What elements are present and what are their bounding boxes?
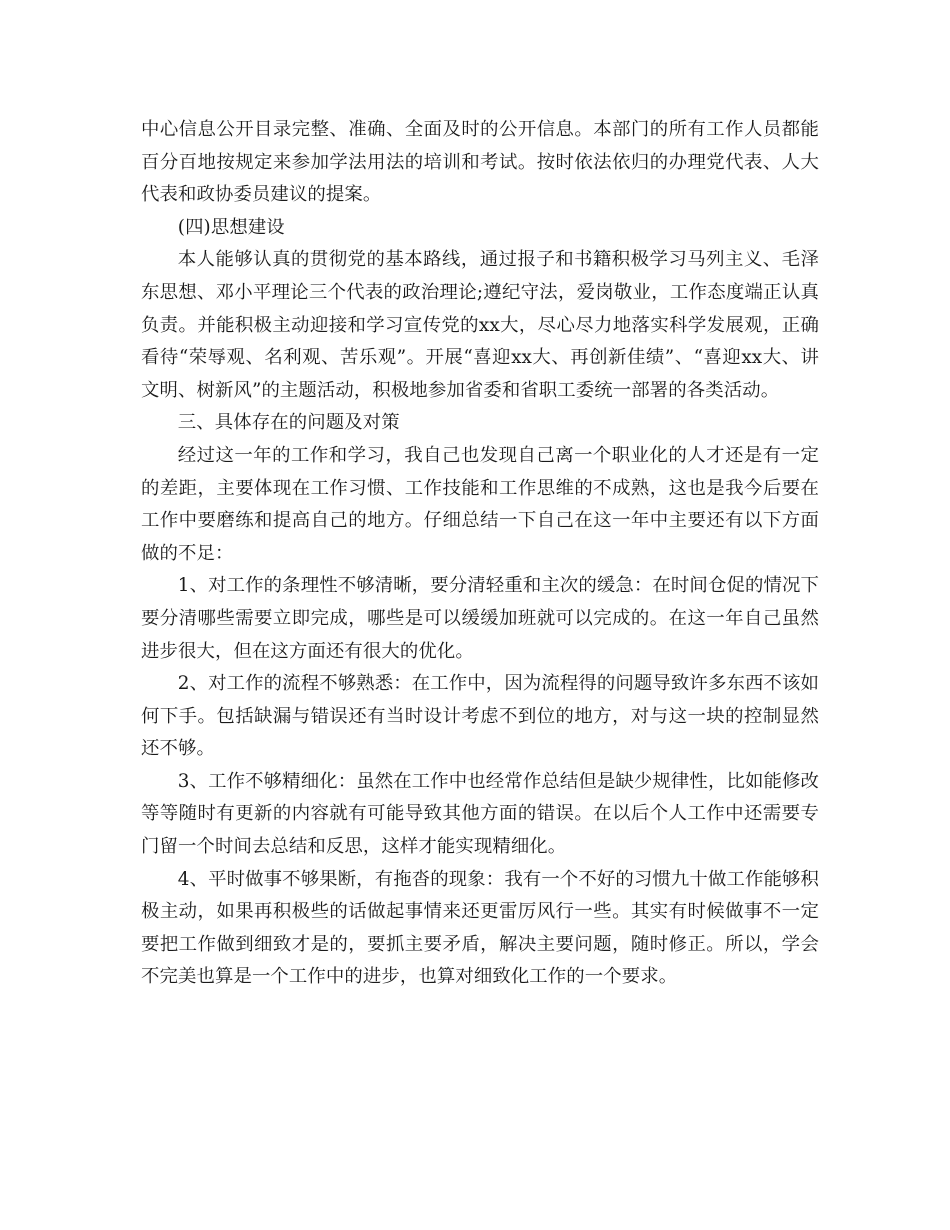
section-heading-ideology: (四)思想建设 xyxy=(177,216,285,238)
list-item-4: 4、平时做事不够果断，有拖沓的现象：我有一个不好的习惯九十做工作能够积极主动，如果再积极些的话做起事情来还更雷厉风行一些。其实有时候做事不一定要把工作做到细致才是的，要抓主要矛盾，解决主要问题，随时修正。所以，学会不完美也算是一个工作中的进步，也算对细致化工作的一个要求。 xyxy=(141,868,819,988)
document-body xyxy=(141,114,819,994)
paragraph-continuation: 中心信息公开目录完整、准确、全面及时的公开信息。本部门的所有工作人员都能百分百地按规定来参加学法用法的培训和考试。按时依法依归的办理党代表、人大代表和政协委员建议的提案。 xyxy=(141,119,819,206)
section-heading-problems: 三、具体存在的问题及对策 xyxy=(177,412,400,434)
paragraph-problems-intro: 经过这一年的工作和学习，我自己也发现自己离一个职业化的人才还是有一定的差距，主要体现在工作习惯、工作技能和工作思维的不成熟，这也是我今后要在工作中要磨练和提高自己的地方。仔细总结一下自己在这一年中主要还有以下方面做的不足： xyxy=(141,444,819,564)
list-item-3: 3、工作不够精细化：虽然在工作中也经常作总结但是缺少规律性，比如能修改等等随时有更新的内容就有可能导致其他方面的错误。在以后个人工作中还需要专门留一个时间去总结和反思，这样才能实现精细化。 xyxy=(141,770,819,858)
list-item-2: 2、对工作的流程不够熟悉：在工作中，因为流程得的问题导致许多东西不该如何下手。包括缺漏与错误还有当时设计考虑不到位的地方，对与这一块的控制显然还不够。 xyxy=(141,673,819,760)
list-item-1: 1、对工作的条理性不够清晰，要分清轻重和主次的缓急：在时间仓促的情况下要分清哪些需要立即完成，哪些是可以缓缓加班就可以完成的。在这一年自己虽然进步很大，但在这方面还有很大的优化。 xyxy=(141,575,819,662)
paragraph-ideology: 本人能够认真的贯彻党的基本路线，通过报子和书籍积极学习马列主义、毛泽东思想、邓小平理论三个代表的政治理论;遵纪守法，爱岗敬业，工作态度端正认真负责。并能积极主动迎接和学习宣传党的xx大，尽心尽力地落实科学发展观，正确看待“荣辱观、名利观、苦乐观”。开展“喜迎xx大、再创新佳绩”、“喜迎xx大、讲文明、树新风”的主题活动，积极地参加省委和省职工委统一部署的各类活动。 xyxy=(141,249,819,401)
